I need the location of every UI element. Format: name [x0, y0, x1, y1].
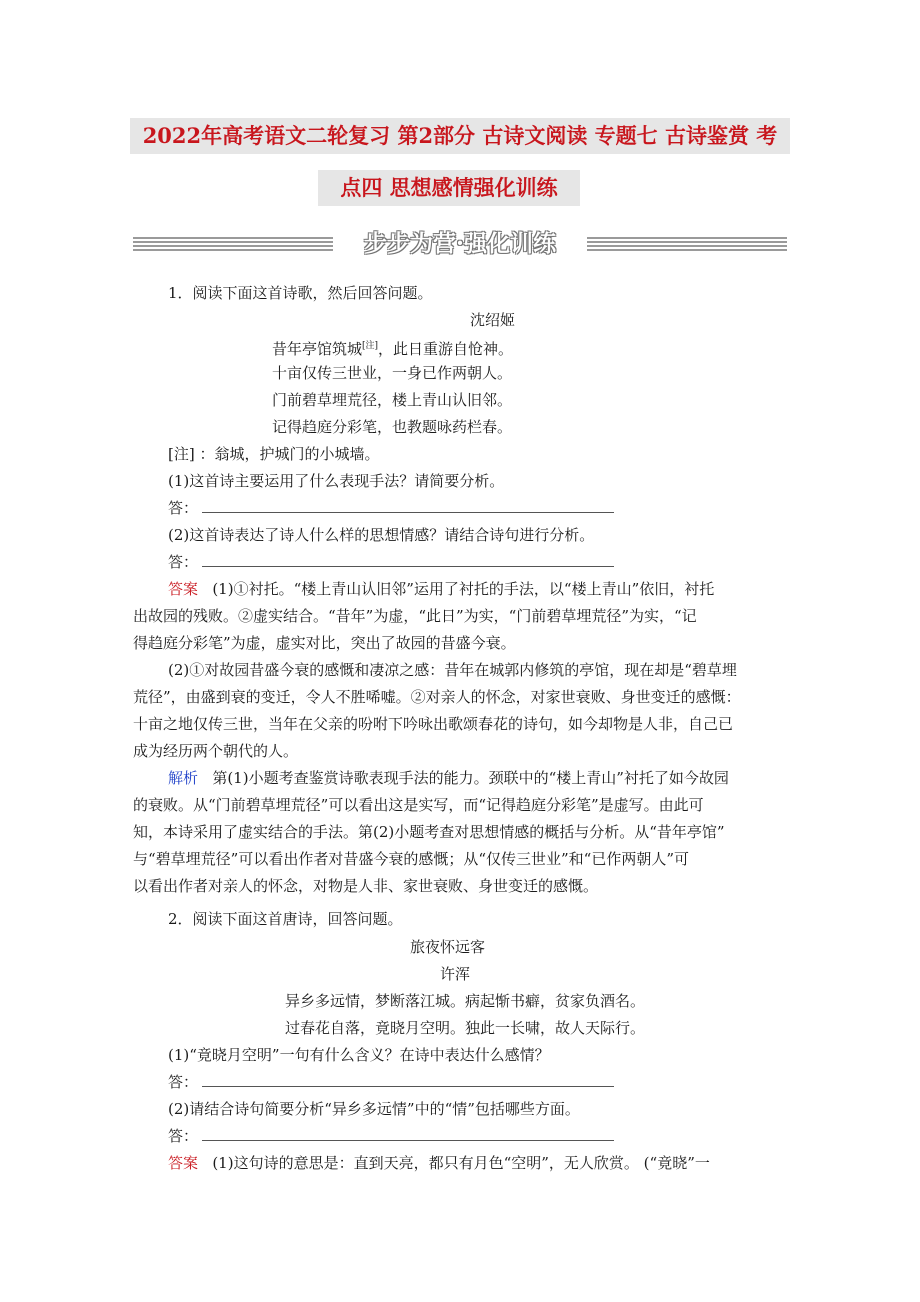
- q1-poem-line3: 门前碧草埋荒径，楼上青山认旧邻。: [272, 391, 513, 409]
- analysis-tag: 解析: [168, 769, 199, 787]
- q1-analysis-line: 以看出作者对亲人的怀念，对物是人非、家世衰败、身世变迁的感慨。: [133, 877, 599, 895]
- q1-answer-line: 出故园的残败。②虚实结合。“昔年”为虚，“此日”为实，“门前碧草埋荒径”为实，“记: [133, 607, 697, 625]
- q1-note: [注] ：翁城，护城门的小城墙。: [168, 445, 380, 463]
- q1-intro: 1．阅读下面这首诗歌，然后回答问题。: [168, 284, 433, 302]
- q1-analysis-line: 与“碧草埋荒径”可以看出作者对昔盛今衰的感慨；从“仅传三世业”和“已作两朝人”可: [133, 850, 690, 868]
- q1-answer-field-2[interactable]: 答：: [168, 551, 614, 573]
- answer-tag: 答案: [168, 580, 199, 598]
- q1-analysis-line: 解析 第(1)小题考查鉴赏诗歌表现手法的能力。颈联中的“楼上青山”衬托了如今故园: [168, 769, 729, 787]
- q2-poem-line1: 异乡多远情，梦断落江城。病起惭书癖，贫家负酒名。: [285, 992, 646, 1010]
- section-banner: [133, 228, 787, 262]
- answer-tag: 答案: [168, 1154, 199, 1172]
- q1-answer-line: (2)①对故园昔盛今衰的感慨和凄凉之感：昔年在城郭内修筑的亭馆，现在却是“碧草埋: [168, 661, 737, 679]
- document-title-line1: 2022年高考语文二轮复习 第2部分 古诗文阅读 专题七 古诗鉴赏 考: [130, 118, 790, 154]
- q2-answer-field-1[interactable]: 答：: [168, 1071, 614, 1093]
- q2-answer-field-2[interactable]: 答：: [168, 1125, 614, 1147]
- note-marker: [注]: [362, 341, 379, 351]
- q1-sub1: (1)这首诗主要运用了什么表现手法？请简要分析。: [168, 472, 505, 490]
- q1-answer-field-1[interactable]: 答：: [168, 497, 614, 519]
- q1-analysis-line: 知，本诗采用了虚实结合的手法。第(2)小题考查对思想情感的概括与分析。从“昔年亭馆”: [133, 823, 725, 841]
- q1-sub2: (2)这首诗表达了诗人什么样的思想情感？请结合诗句进行分析。: [168, 526, 595, 544]
- q1-poem-line2: 十亩仅传三世业，一身已作两朝人。: [272, 364, 513, 382]
- q1-poem-line4: 记得趋庭分彩笔，也教题咏药栏春。: [272, 418, 513, 436]
- q2-answer-line: 答案 (1)这句诗的意思是：直到天亮，都只有月色“空明”，无人欣赏。 (“竟晓”一: [168, 1154, 710, 1172]
- q1-answer-line: 答案 (1)①衬托。“楼上青山认旧邻”运用了衬托的手法，以“楼上青山”依旧，衬托: [168, 580, 715, 598]
- q2-poem-title: 旅夜怀远客: [410, 938, 486, 956]
- q2-poem-line2: 过春花自落，竟晓月空明。独此一长啸，故人天际行。: [285, 1019, 646, 1037]
- banner-label: 步步为营·强化训练: [363, 230, 556, 257]
- q1-author: 沈绍姬: [470, 311, 516, 329]
- banner-rule-right: [587, 237, 787, 251]
- q1-answer-line: 十亩之地仅传三世，当年在父亲的吩咐下吟咏出歌颂春花的诗句，如今却物是人非，自己已: [133, 715, 734, 733]
- q1-analysis-line: 的衰败。从“门前碧草埋荒径”可以看出这是实写，而“记得趋庭分彩笔”是虚写。由此可: [133, 796, 704, 814]
- banner-rule-left: [133, 237, 333, 251]
- q1-answer-line: 成为经历两个朝代的人。: [133, 742, 299, 760]
- q1-answer-line: 得趋庭分彩笔”为虚，虚实对比，突出了故园的昔盛今衰。: [133, 634, 516, 652]
- q2-sub1: (1)“竟晓月空明”一句有什么含义？在诗中表达什么感情？: [168, 1046, 550, 1064]
- q2-sub2: (2)请结合诗句简要分析“异乡多远情”中的“情”包括哪些方面。: [168, 1100, 580, 1118]
- q1-poem-line1: 昔年亭馆筑城[注]，此日重游自怆神。: [272, 340, 514, 358]
- q2-author: 许浑: [440, 965, 471, 983]
- q1-answer-line: 荒径”，由盛到衰的变迁，令人不胜唏嘘。②对亲人的怀念，对家世衰败、身世变迁的感慨：: [133, 688, 741, 706]
- document-title-line2: 点四 思想感情强化训练: [318, 170, 580, 206]
- q2-intro: 2．阅读下面这首唐诗，回答问题。: [168, 910, 403, 928]
